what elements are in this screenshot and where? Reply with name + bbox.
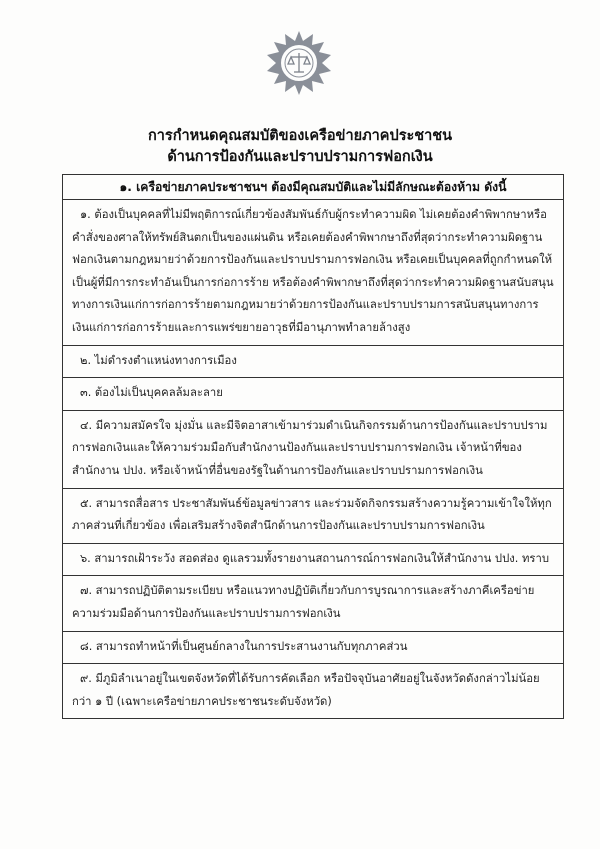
table-row — [63, 576, 564, 631]
table-row — [63, 200, 564, 346]
table-header: ๑. เครือข่ายภาคประชาชนฯ ต้องมีคุณสมบัติและไม่มีลักษณะต้องห้าม ดังนี้ — [63, 175, 564, 200]
qualifications-table — [62, 174, 564, 719]
table-row — [63, 488, 564, 543]
table-row — [63, 378, 564, 411]
table-row — [63, 543, 564, 576]
table-row — [63, 631, 564, 664]
item-text: ๘. สามารถทำหน้าที่เป็นศูนย์กลางในการประสานงานกับทุกภาคส่วน — [80, 639, 408, 653]
item-text: ๒. ไม่ดำรงตำแหน่งทางการเมือง — [80, 353, 237, 367]
document-title-line2: ด้านการป้องกันและปราบปรามการฟอกเงิน — [167, 149, 433, 165]
table-row — [63, 410, 564, 488]
table-row — [63, 345, 564, 378]
table-header-row — [63, 175, 564, 200]
item-text: ๙. มีภูมิลำเนาอยู่ในเขตจังหวัดที่ได้รับการคัดเลือก หรือปัจจุบันอาศัยอยู่ในจังหวัดดังกล่าวไม่น้อยกว่า ๑ ปี (เฉพาะเครือข่ายภาคประชาชนระดับจังหวัด) — [72, 672, 540, 708]
document-title-line1: การกำหนดคุณสมบัติของเครือข่ายภาคประชาชน — [147, 128, 453, 144]
item-text: ๔. มีความสมัครใจ มุ่งมั่น และมีจิตอาสาเข้ามาร่วมดำเนินกิจกรรมด้านการป้องกันและปราบปรามการฟอกเงินและให้ความร่วมมือกับสำนักงานป้องกันและปราบปรามการฟอกเงิน เจ้าหน้าที่ของสำนักงาน ปปง. หรือเจ้าหน้าที่อื่นของรัฐในด้านการป้องกันและปราบปรามการฟอกเงิน — [72, 418, 548, 477]
qualification-item-5 — [63, 488, 564, 543]
qualification-item-6 — [63, 543, 564, 576]
table-row — [63, 664, 564, 719]
qualification-item-4 — [63, 410, 564, 488]
qualification-item-3 — [63, 378, 564, 411]
amlo-seal-icon — [266, 30, 332, 96]
item-text: ๕. สามารถสื่อสาร ประชาสัมพันธ์ข้อมูลข่าวสาร และร่วมจัดกิจกรรมสร้างความรู้ความเข้าใจให้ทุกภาคส่วนที่เกี่ยวข้อง เพื่อเสริมสร้างจิตสำนึกด้านการป้องกันและปราบปรามการฟอกเงิน — [72, 496, 552, 533]
item-text: ๑. ต้องเป็นบุคคลที่ไม่มีพฤติการณ์เกี่ยวข้องสัมพันธ์กับผู้กระทำความผิด ไม่เคยต้องคำพิพากษาหรือคำสั่งของศาลให้ทรัพย์สินตกเป็นของแผ่นดิน หรือเคยต้องคำพิพากษาถึงที่สุดว่ากระทำความผิดฐานฟอกเงินตามกฎหมายว่าด้วยการป้องกันและปราบปรามการฟอกเงิน หรือเคยเป็นบุคคลที่ถูกกำหนดให้เป็นผู้ที่มีการกระทำอันเป็นการก่อการร้าย หรือต้องคำพิพากษาถึงที่สุดว่ากระทำความผิดฐานสนับสนุนทางการเงินแก่การก่อการร้ายตามกฎหมายว่าด้วยการป้องกันและปราบปรามการสนับสนุนทางการเงินแก่การก่อการร้ายและการแพร่ขยายอาวุธที่มีอานุภาพทำลายล้างสูง — [72, 208, 554, 334]
item-text: ๖. สามารถเฝ้าระวัง สอดส่อง ดูแลรวมทั้งรายงานสถานการณ์การฟอกเงินให้สำนักงาน ปปง. ทราบ — [80, 551, 549, 565]
qualification-item-8 — [63, 631, 564, 664]
item-text: ๓. ต้องไม่เป็นบุคคลล้มละลาย — [80, 386, 223, 400]
item-text: ๗. สามารถปฏิบัติตามระเบียบ หรือแนวทางปฏิบัติเกี่ยวกับการบูรณาการและสร้างภาคีเครือข่ายความร่วมมือด้านการป้องกันและปราบปรามการฟอกเงิน — [72, 584, 535, 620]
qualification-item-1 — [63, 200, 564, 346]
qualification-item-9 — [63, 664, 564, 719]
qualification-item-2 — [63, 345, 564, 378]
qualification-item-7 — [63, 576, 564, 631]
